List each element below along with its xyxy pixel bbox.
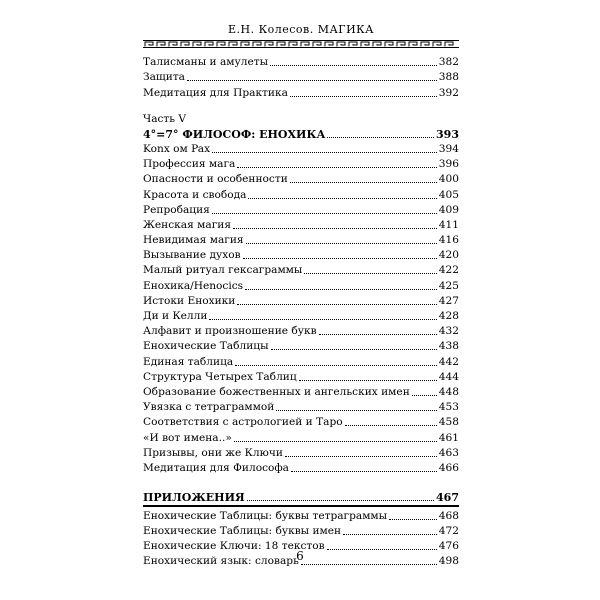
toc-entry-title: Малый ритуал гексаграммы: [143, 264, 303, 277]
toc-entry[interactable]: [143, 84, 459, 99]
toc-entry-title: Женская магия: [143, 218, 232, 231]
toc-entry[interactable]: [143, 293, 459, 308]
toc-entry-page: 438: [438, 340, 459, 353]
toc-entry[interactable]: [143, 232, 459, 247]
dot-leader: [248, 198, 436, 199]
toc-entry-page: 442: [438, 355, 459, 368]
toc-entry-page: 458: [438, 416, 459, 429]
toc-entry[interactable]: [143, 156, 459, 171]
toc-entry[interactable]: [143, 338, 459, 353]
toc-entry-title: Соответствия с астрологией и Таро: [143, 416, 343, 429]
dot-leader: [319, 334, 437, 335]
toc-entry[interactable]: [143, 186, 459, 201]
toc-entry-title: Талисманы и амулеты: [143, 56, 269, 69]
dot-leader: [327, 137, 434, 138]
book-page: [143, 22, 459, 582]
toc-entry[interactable]: [143, 460, 459, 475]
dot-leader: [234, 441, 437, 442]
part-heading-title: 4°=7° ФИЛОСОФ: ЕНОХИКА: [143, 127, 326, 141]
toc-entry[interactable]: [143, 141, 459, 156]
toc-entry-page: 463: [438, 446, 459, 459]
toc-entry-page: 472: [438, 524, 459, 537]
toc-entry[interactable]: [143, 202, 459, 217]
toc-entry-page: 468: [438, 509, 459, 522]
toc-top-list: [143, 54, 459, 100]
dot-leader: [345, 425, 437, 426]
dot-leader: [301, 564, 437, 565]
toc-entry-title: Единая таблица: [143, 355, 234, 368]
dot-leader: [304, 273, 436, 274]
toc-entry-page: 427: [438, 294, 459, 307]
toc-entry[interactable]: [143, 308, 459, 323]
toc-entry-title: Енохический язык: словарь: [143, 555, 299, 568]
toc-entry-title: Енохические Таблицы: буквы тетраграммы: [143, 509, 388, 522]
part-label: Часть V: [143, 112, 187, 125]
dot-leader: [247, 500, 434, 501]
dot-leader: [389, 519, 437, 520]
toc-entry-page: 476: [438, 540, 459, 553]
toc-entry[interactable]: [143, 323, 459, 338]
toc-entry-page: 432: [438, 325, 459, 338]
toc-entry-title: Медитация для Философа: [143, 461, 289, 474]
toc-entry-title: Енохические Таблицы: буквы имен: [143, 524, 342, 537]
toc-entry-page: 411: [438, 218, 459, 231]
toc-entry-title: Медитация для Практика: [143, 86, 288, 99]
page-number: 6: [296, 549, 304, 563]
toc-entry-title: Профессия мага: [143, 158, 236, 171]
toc-entry[interactable]: [143, 217, 459, 232]
toc-entry-page: 428: [438, 310, 459, 322]
toc-entry[interactable]: [143, 523, 459, 538]
toc-entry-page: 396: [438, 158, 459, 171]
toc-entry[interactable]: [143, 69, 459, 84]
toc-entry-page: 392: [438, 86, 459, 99]
dot-leader: [235, 365, 437, 366]
toc-entry-title: Ди и Келли: [143, 310, 208, 322]
appendix-heading-page: 467: [436, 491, 459, 505]
part-heading[interactable]: [143, 126, 459, 141]
toc-entry-page: 388: [438, 71, 459, 84]
toc-entry[interactable]: [143, 247, 459, 262]
toc-entry-page: 409: [438, 203, 459, 216]
dot-leader: [343, 534, 437, 535]
toc-entry-title: Алфавит и произношение букв: [143, 325, 317, 338]
toc-entry-page: 400: [438, 173, 459, 186]
toc-entry-title: Красота и свобода: [143, 188, 247, 201]
toc-entry[interactable]: [143, 508, 459, 523]
toc-entry-page: 420: [438, 249, 459, 262]
dot-leader: [290, 96, 437, 97]
toc-entry-title: Енохические Таблицы: [143, 340, 269, 353]
toc-entry-title: Призывы, они же Ключи: [143, 446, 283, 459]
toc-entry-page: 448: [438, 385, 459, 398]
toc-entry[interactable]: [143, 171, 459, 186]
toc-entry-title: Енохика/Henocics: [143, 279, 244, 292]
toc-entry-page: 382: [438, 56, 459, 69]
toc-entry-title: Истоки Енохики: [143, 294, 236, 307]
dot-leader: [212, 152, 437, 153]
dot-leader: [270, 65, 437, 66]
toc-entry-title: Образование божественных и ангельских имен: [143, 385, 410, 398]
toc-entry-title: Репробация: [143, 203, 210, 216]
toc-entry[interactable]: [143, 54, 459, 69]
toc-entry-title: Вызывание духов: [143, 249, 241, 262]
part-heading-page: 393: [436, 127, 459, 141]
dot-leader: [209, 319, 436, 320]
toc-entry-title: Структура Четырех Таблиц: [143, 370, 297, 383]
toc-entry-title: Невидимая магия: [143, 234, 244, 247]
toc-entry[interactable]: [143, 399, 459, 414]
toc-entry-page: 405: [438, 188, 459, 201]
running-title: Е.Н. Колесов. МАГИКА: [227, 23, 375, 36]
toc-entry[interactable]: [143, 384, 459, 399]
meander-ornament: [143, 40, 459, 48]
toc-entry[interactable]: [143, 353, 459, 368]
dot-leader: [237, 304, 436, 305]
toc-entry-page: 416: [438, 234, 459, 247]
toc-entry-page: 498: [438, 555, 459, 568]
toc-entry-page: 461: [438, 431, 459, 444]
toc-entry-title: Опасности и особенности: [143, 173, 288, 186]
toc-entry[interactable]: [143, 429, 459, 444]
dot-leader: [212, 213, 437, 214]
toc-entry-title: «И вот имена..»: [143, 431, 232, 444]
dot-leader: [233, 228, 437, 229]
appendix-rule: [143, 505, 459, 507]
dot-leader: [412, 395, 437, 396]
toc-entry-page: 422: [438, 264, 459, 277]
dot-leader: [271, 349, 437, 350]
dot-leader: [237, 167, 436, 168]
dot-leader: [285, 456, 437, 457]
toc-entry[interactable]: [143, 445, 459, 460]
toc-entry-page: 466: [438, 461, 459, 474]
toc-entry-title: Защита: [143, 71, 186, 84]
toc-entry-page: 425: [438, 279, 459, 292]
dot-leader: [243, 258, 437, 259]
dot-leader: [276, 410, 436, 411]
appendix-heading-title: ПРИЛОЖЕНИЯ: [143, 491, 245, 505]
table-of-contents: [143, 54, 459, 568]
dot-leader: [187, 80, 437, 81]
toc-entry[interactable]: [143, 369, 459, 384]
toc-entry[interactable]: [143, 277, 459, 292]
toc-entry-page: 444: [438, 370, 459, 383]
appendix-heading[interactable]: [143, 489, 459, 504]
toc-entry-title: Енохические Ключи: 18 текстов: [143, 540, 325, 553]
toc-entry-page: 453: [438, 401, 459, 414]
dot-leader: [291, 471, 437, 472]
toc-entry-page: 394: [438, 142, 459, 155]
dot-leader: [245, 289, 437, 290]
toc-entry-title: Увязка с тетраграммой: [143, 401, 275, 414]
dot-leader: [299, 380, 437, 381]
toc-entry[interactable]: [143, 414, 459, 429]
toc-part-list: [143, 141, 459, 475]
dot-leader: [246, 243, 437, 244]
toc-entry-title: Konx ом Pax: [143, 142, 211, 155]
toc-entry[interactable]: [143, 262, 459, 277]
dot-leader: [290, 182, 437, 183]
